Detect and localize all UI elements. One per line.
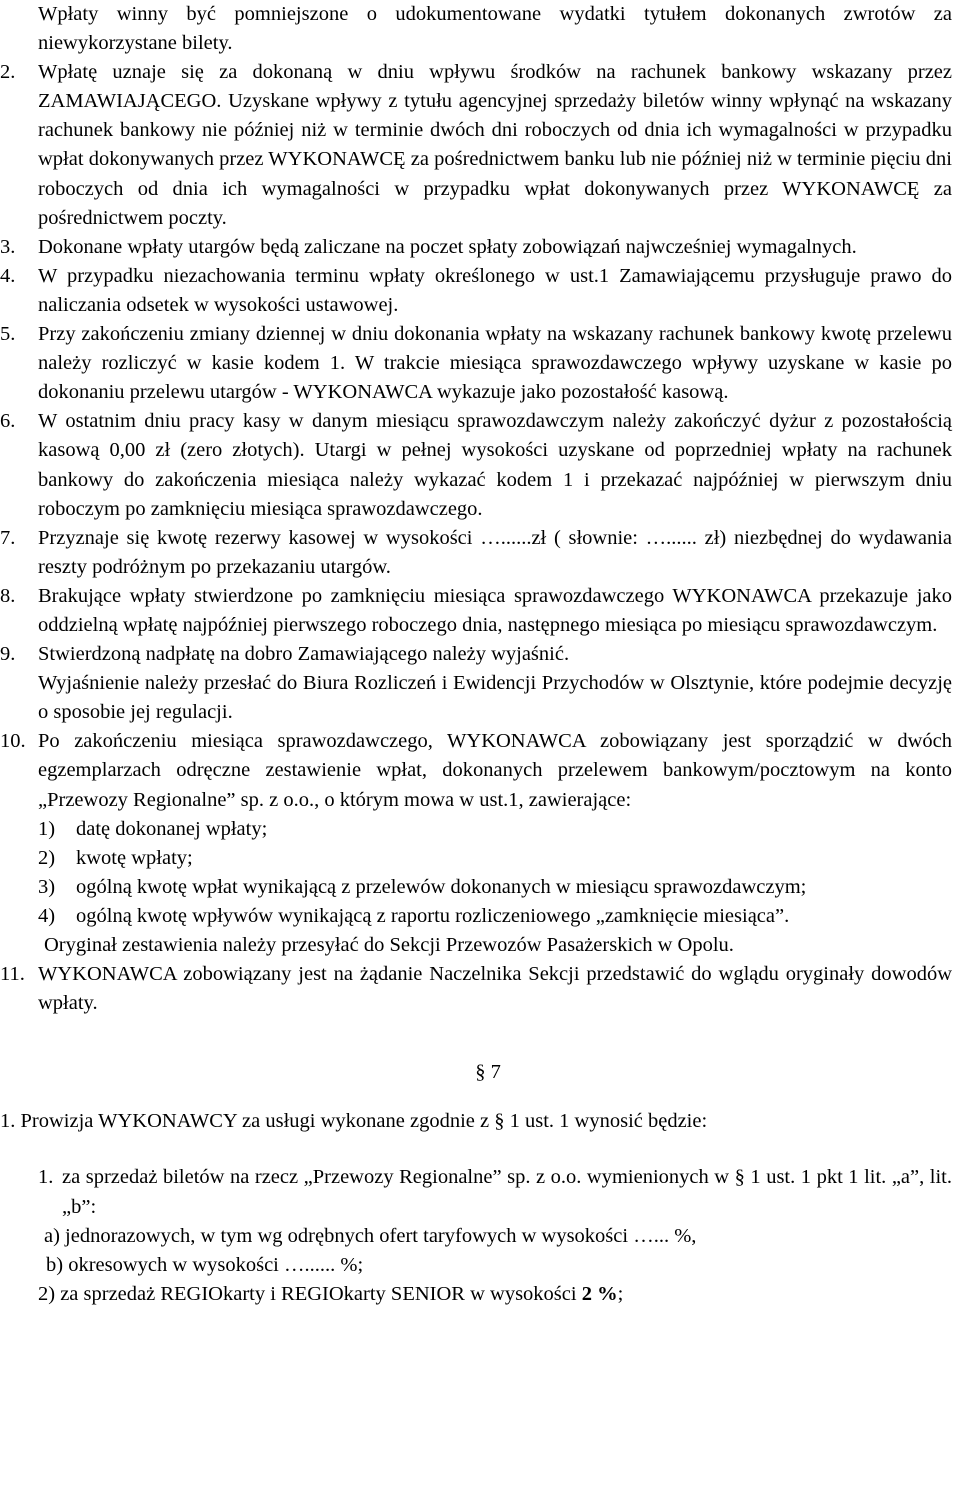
commission-subitem-2: [0, 1280, 960, 1309]
list-item-5: [0, 320, 960, 407]
item-number: 10.: [0, 730, 26, 753]
subitem-3: [0, 873, 960, 902]
subitem-text: kwotę wpłaty;: [76, 846, 193, 869]
item-text: Stwierdzoną nadpłatę na dobro Zamawiającego należy wyjaśnić.: [38, 643, 570, 666]
item-text: W przypadku niezachowania terminu wpłaty określonego w ust.1 Zamawiającemu przysługuje prawo do naliczania odsetek w wysokości ustawowej.: [38, 264, 952, 316]
list-item-8: [0, 582, 960, 640]
subitem-1: [0, 815, 960, 844]
subitem-2-suffix: ;: [617, 1282, 624, 1305]
commission-letter-a: a) jednorazowych, w tym wg odrębnych ofert taryfowych w wysokości …... %,: [44, 1224, 697, 1247]
item-number: 2.: [0, 61, 16, 84]
subitem-text: ogólną kwotę wpłat wynikającą z przelewów dokonanych w miesiącu sprawozdawczym;: [76, 875, 807, 898]
list-item-6: [0, 407, 960, 523]
list-item-2: [0, 58, 960, 233]
subitem-number: 2): [38, 846, 56, 869]
item-number: 11.: [0, 963, 25, 986]
section-number: 7: [490, 1061, 501, 1084]
subitem-4: [0, 902, 960, 931]
list-item-11: [0, 960, 960, 1018]
item-number: 4.: [0, 264, 16, 287]
subitem-2-text: 2) za sprzedaż REGIOkarty i REGIOkarty SENIOR w wysokości: [38, 1282, 582, 1305]
item-number: 5.: [0, 323, 16, 346]
item-text: Po zakończeniu miesiąca sprawozdawczego, WYKONAWCA zobowiązany jest sporządzić w dwóch egzemplarzach odręczne zestawienie wpłat, dokonanych przelewem bankowym/pocztowym na konto „Przewozy Regionalne” sp. z o.o., o którym mowa w ust.1, zawierające:: [38, 730, 952, 811]
section-symbol: §: [475, 1061, 486, 1084]
subitem-number: 4): [38, 904, 56, 927]
list-item-3: [0, 233, 960, 262]
subitem-number: 1.: [38, 1166, 54, 1189]
section-heading: [0, 1058, 960, 1087]
item-number: 7.: [0, 526, 16, 549]
intro-paragraph: Wpłaty winny być pomniejszone o udokumentowane wydatki tytułem dokonanych zwrotów za niewykorzystane bilety.: [38, 3, 952, 55]
subitem-text: datę dokonanej wpłaty;: [76, 817, 268, 840]
list-item-7: [0, 524, 960, 582]
subitem-text: za sprzedaż biletów na rzecz „Przewozy Regionalne” sp. z o.o. wymienionych w § 1 ust. 1 pkt 1 lit. „a”, lit. „b”:: [62, 1166, 952, 1218]
item-number: 6.: [0, 410, 16, 433]
list-item-9: [0, 640, 960, 669]
commission-paragraph: 1. Prowizja WYKONAWCY za usługi wykonane zgodnie z § 1 ust. 1 wynosić będzie:: [0, 1110, 708, 1133]
item-number: 8.: [0, 584, 16, 607]
item-9-followup: Wyjaśnienie należy przesłać do Biura Rozliczeń i Ewidencji Przychodów w Olsztynie, które podejmie decyzję o sposobie jej regulacji.: [38, 672, 952, 724]
subitem-text: ogólną kwotę wpływów wynikającą z raportu rozliczeniowego „zamknięcie miesiąca”.: [76, 904, 790, 927]
list-item-4: [0, 262, 960, 320]
item-text: Dokonane wpłaty utargów będą zaliczane na poczet spłaty zobowiązań najwcześniej wymagalnych.: [38, 235, 857, 258]
item-text: W ostatnim dniu pracy kasy w danym miesiącu sprawozdawczym należy zakończyć dyżur z pozostałością kasową 0,00 zł (zero złotych). Utargi w pełnej wysokości uzyskane od poprzedniej wpłaty na rachunek bankowy do zakończenia miesiąca należy wykazać kodem 1 i przekazać najpóźniej w pierwszym dniu roboczym po zamknięciu miesiąca sprawozdawczego.: [38, 410, 952, 520]
subitem-number: 3): [38, 875, 56, 898]
commission-subitem-1: [0, 1163, 960, 1221]
subitem-2: [0, 844, 960, 873]
item-text: Brakujące wpłaty stwierdzone po zamknięciu miesiąca sprawozdawczego WYKONAWCA przekazuje jako oddzielną wpłatę najpóźniej pierwszego roboczego dnia, następnego miesiąca po miesiącu sprawozdawczym.: [38, 584, 952, 636]
item-text: Przy zakończeniu zmiany dziennej w dniu dokonania wpłaty na wskazany rachunek bankowy kwotę przelewu należy rozliczyć w kasie kodem 1. W trakcie miesiąca sprawozdawczego wpływy uzyskane w kasie po dokonaniu przelewu utargów - WYKONAWCA wykazuje jako pozostałość kasową.: [38, 323, 952, 404]
item-text: Przyznaje się kwotę rezerwy kasowej w wysokości …......zł ( słownie: …...... zł) niezbędnej do wydawania reszty podróżnym po przekazaniu utargów.: [38, 526, 952, 578]
item-number: 3.: [0, 235, 16, 258]
subitem-number: 1): [38, 817, 56, 840]
commission-letter-b: b) okresowych w wysokości …...... %;: [46, 1253, 364, 1276]
item-number: 9.: [0, 643, 16, 666]
list-item-10: [0, 727, 960, 814]
item-10-followup: Oryginał zestawienia należy przesyłać do Sekcji Przewozów Pasażerskich w Opolu.: [44, 934, 734, 956]
item-text: Wpłatę uznaje się za dokonaną w dniu wpływu środków na rachunek bankowy wskazany przez ZAMAWIAJĄCEGO. Uzyskane wpływy z tytułu agencyjnej sprzedaży biletów winny wpłynąć na wskazany rachunek bankowy nie później niż w terminie dwóch dni roboczych od dnia ich wymagalności w przypadku wpłat dokonywanych przez WYKONAWCĘ za pośrednictwem banku lub nie później niż w terminie pięciu dni roboczych od dnia ich wymagalności w przypadku wpłat dokonywanych przez WYKONAWCĘ za pośrednictwem poczty.: [38, 61, 952, 229]
commission-rate: 2 %: [581, 1282, 618, 1305]
item-text: WYKONAWCA zobowiązany jest na żądanie Naczelnika Sekcji przedstawić do wglądu oryginały dowodów wpłaty.: [38, 963, 952, 1015]
